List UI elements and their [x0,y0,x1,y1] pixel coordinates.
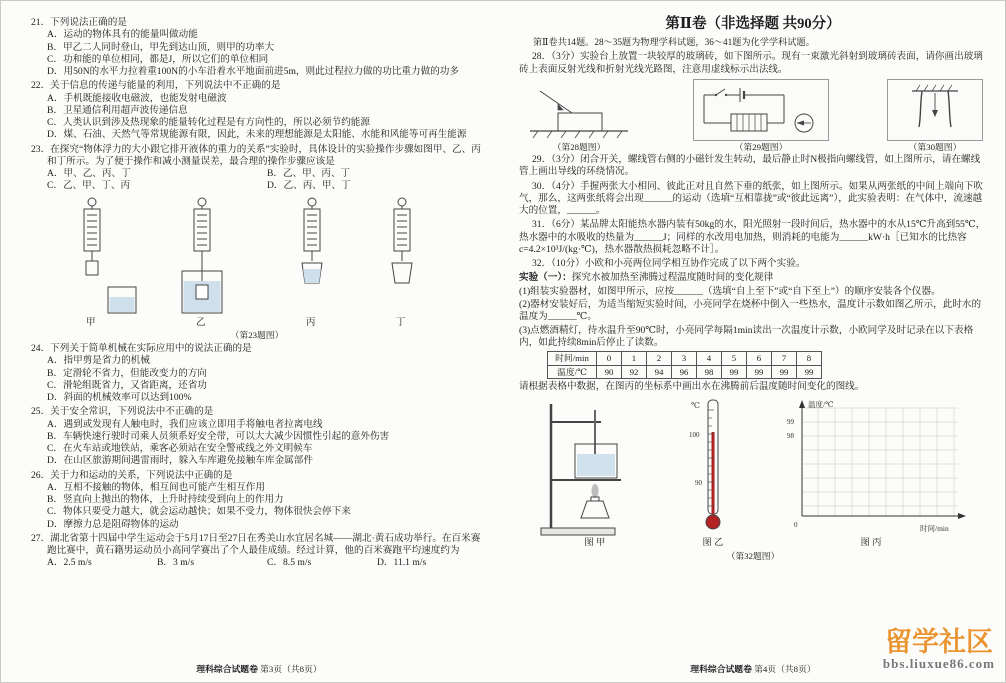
cell: 96 [672,365,697,379]
q32-data-table [547,351,822,379]
thermometer-diagram [689,396,737,538]
figure-q28 [523,83,635,153]
question-stem: 25．关于安全常识，下列说法中不正确的是 [31,406,214,418]
question-stem: 24．下列关于简单机械在实际应用中的说法正确的是 [31,342,252,354]
figure-caption: （第32题图） [726,551,780,562]
figure-label: 图 乙 [702,538,724,549]
cell: 99 [772,365,797,379]
step-2: (2)器材安装好后，为适当缩短实验时间，小亮同学在烧杯中倒入一些热水，温度计示数如图乙所示，此时水的温度为______℃。 [519,299,982,323]
row-header: 温度/℃ [548,365,597,379]
solenoid-circuit-diagram [693,79,829,141]
question-21 [31,17,487,78]
figure-caption: （第29题图） [734,141,788,152]
graph-origin-label: 0 [793,521,798,530]
question-29: 29．（3分）闭合开关，螺线管右侧的小磁针发生转动，最后静止时N极指向螺线管，如上图所示，请在螺线管上画出导线的环绕情况。 [519,154,981,178]
question-27 [31,533,487,570]
graph-grid-diagram [774,396,969,538]
row-header: 时间/min [548,352,597,366]
experiment-1-label: 实验（一）： [519,272,572,284]
cell: 6 [747,352,772,366]
footer-page-number: 第3页（共8页） [260,664,322,674]
option: D．煤、石油、天然气等常规能源有限，因此，未来的理想能源是太阳能、水能和风能等可再生能源 [47,129,467,141]
option: B．乙、甲、丙、丁 [267,168,351,180]
option: A．手机既能接收电磁波，也能发射电磁波 [47,92,227,104]
cell: 90 [597,365,622,379]
option: D．在山区旅游期间遇雷雨时，躲入车库避免接触车库金属部件 [47,455,313,467]
question-stem: 27．湖北省第十四届中学生运动会于5月17日至27日在秀美山水宜居名城——湖北·黄石成功举行。在百米赛跑比赛中，黄石籍男运动员小高同学赛出了个人最佳成绩。经过计算，他的百米赛跑平均速度约为 [31,532,481,557]
spring-scale-ding [392,198,412,283]
question-31: 31．（6分）某品牌太阳能热水器内装有50kg的水，阳光照射一段时间后，热水器中的水从15℃升高到55℃，热水器中的水吸收的热量为______J；同样的水改用电加热，则消耗的电能为______kW·h［已知水的比热容c=4.2×10³J/(kg·℃)，热水器散热损耗忽略不计］。 [519,219,986,255]
watermark-site-name: 留学社区 [884,627,993,657]
question-stem: 22．关于信息的传递与能量的利用，下列说法中不正确的是 [31,80,281,92]
spring-scale-yi [182,198,222,313]
figure-row-q32 [519,396,987,550]
step-1: (1)组装实验器材，如图甲所示，应按______（选填“自上至下”或“自下至上”）的顺序安装各个仪器。 [519,285,941,297]
option: C．乙、甲、丁、丙 [47,180,131,192]
label-ding: 丁 [396,317,406,328]
option: A．甲、乙、丙、丁 [47,168,131,180]
cell: 3 [672,352,697,366]
right-column [519,13,987,565]
figure-caption: （第28题图） [552,141,606,152]
option: D．摩擦力总是阻碍物体的运动 [47,518,179,530]
cell: 2 [647,352,672,366]
cell: 94 [647,365,672,379]
option: C．物体只要受力越大，就会运动越快；如果不受力，物体很快会停下来 [47,506,351,518]
question-28: 28．（3分）实验台上放置一块较厚的玻璃砖，如下图所示。现有一束激光斜射到玻璃砖表面，请你画出玻璃砖上表面反射光线和折射光线光路图，注意用虚线标示出法线。 [519,51,983,75]
label-yi: 乙 [196,317,206,328]
footer-page-number: 第4页（共8页） [754,664,816,674]
option: A．2.5 m/s [47,557,92,569]
option: C．功和能的单位相同，都是J，所以它们的单位相同 [47,53,269,65]
experiment-1-text: 探究水被加热至沸腾过程温度随时间的变化规律 [571,272,774,284]
table-row-time [548,352,822,366]
figure-row-28-30 [523,79,983,153]
option: A．指甲剪是省力的机械 [47,355,150,367]
option: B．车辆快速行驶时司乘人员须系好安全带，可以大大减少因惯性引起的意外伤害 [47,430,390,442]
glass-brick-diagram [523,83,635,141]
section-title: 第Ⅱ卷（非选择题 共90分） [665,16,841,32]
option-row [31,557,487,569]
figure-graph [774,396,969,550]
option: A．运动的物体具有的能量叫做动能 [47,29,198,41]
footer-title: 理科综合试题卷 [690,664,752,674]
footer-title: 理科综合试题卷 [196,664,258,674]
cell: 8 [797,352,822,366]
option-row [31,168,487,180]
cell: 99 [797,365,822,379]
graph-x-axis-label: 时间/min [919,524,949,534]
footer-page-3 [31,662,487,675]
figure-label: 图 丙 [860,538,882,549]
paper-sheets-diagram [887,79,983,141]
option: A．互相不接触的物体，相互间也可能产生相互作用 [47,481,265,493]
cell: 99 [747,365,772,379]
cell: 4 [697,352,722,366]
cell: 92 [622,365,647,379]
cell: 7 [772,352,797,366]
figure-label: 图 甲 [584,538,606,549]
cell: 5 [722,352,747,366]
option: C．在火车站或地铁站，乘客必须站在安全警戒线之外文明候车 [47,443,313,455]
graph-ytick-98: 98 [786,432,794,441]
spring-scale-jia [84,198,136,313]
spring-scale-bing [302,198,322,283]
question-stem: 23．在探究“物体浮力的大小跟它排开液体的重力的关系”实验时，具体设计的实验操作步骤如图甲、乙、丙和丁所示。为了便于操作和减小测量误差，最合理的操作步骤应该是 [31,143,481,167]
option: B．3 m/s [157,557,195,569]
option: C．滑轮组既省力，又省距离，还省功 [47,379,207,391]
graph-ytick-99: 99 [786,418,794,427]
option: C．人类认识到涉及热现象的能量转化过程是有方向性的，所以必须节约能源 [47,117,370,129]
question-stem: 32．（10分）小欧和小亮两位同学相互协作完成了以下两个实验。 [532,258,806,270]
option: B．竖直向上抛出的物体，上升时持续受到向上的作用力 [47,494,284,506]
graph-instruction: 请根据表格中数据，在图丙的坐标系中画出水在沸腾前后温度随时间变化的图线。 [519,381,865,393]
stand-beaker-lamp-diagram [537,396,652,538]
graph-y-axis-label: 温度/℃ [807,400,834,410]
option-row [31,180,487,192]
question-25 [31,406,487,467]
thermometer-unit-label: ℃ [690,401,700,411]
left-column [31,17,487,572]
question-22 [31,80,487,141]
question-24 [31,343,487,404]
section-note: 第Ⅱ卷共14题。28～35题为物理学科试题，36～41题为化学学科试题。 [533,36,815,47]
figure-thermometer [689,396,737,550]
experiment-1-title [519,272,987,284]
table-row-temp [548,365,822,379]
question-stem: 21．下列说法正确的是 [31,17,127,28]
option: D．乙、丙、甲、丁 [267,180,351,192]
option: C．8.5 m/s [267,557,312,569]
option: B．甲乙二人同时登山，甲先到达山顶，则甲的功率大 [47,41,275,53]
figure-q23-buoyancy-experiment [37,195,477,341]
figure-q30 [887,79,983,153]
spring-scale-diagram [37,195,477,317]
option: D．11.1 m/s [377,557,427,569]
cell: 99 [722,365,747,379]
thermometer-tick-90: 90 [694,479,702,488]
figure-labels [37,317,477,329]
figure-q29 [693,79,829,153]
figure-caption: （第30题图） [908,141,962,152]
footer-page-4 [519,662,987,675]
option: B．定滑轮不省力，但能改变力的方向 [47,367,207,379]
figure-stand [537,396,652,550]
question-stem: 26．关于力和运动的关系，下列说法中正确的是 [31,469,233,481]
question-32 [519,258,987,562]
option: D．斜面的机械效率可以达到100% [47,392,192,404]
cell: 1 [622,352,647,366]
figure-caption: （第23题图） [230,329,284,340]
question-23 [31,144,487,341]
cell: 0 [597,352,622,366]
option: B．卫星通信利用超声波传递信息 [47,104,188,116]
question-26 [31,470,487,531]
option: D．用50N的水平力拉着重100N的小车沿着水平地面前进5m，则此过程拉力做的功比重力做的功多 [47,66,459,78]
watermark-url: bbs.liuxue86.com [882,656,995,671]
option: A．遇到或发现有人触电时，我们应该立即用手将触电者拉离电线 [47,418,323,430]
question-30: 30．（4分）手握两张大小相同、彼此正对且自然下垂的纸张，如上图所示。如果从两张纸的中间上端向下吹气，那么，这两张纸将会出现______的运动（选填“互相靠拢”或“彼此远离”），此实验表明：在气体中，流速越大的位置，______。 [519,180,983,217]
step-3: (3)点燃酒精灯，待水温升至90℃时，小亮同学每隔1min读出一次温度计示数，小欧同学及时记录在以下表格内，如此持续8min后停止了读数。 [519,324,974,348]
label-jia: 甲 [86,317,96,328]
thermometer-tick-100: 100 [688,431,700,440]
cell: 98 [697,365,722,379]
label-bing: 丙 [306,317,316,328]
